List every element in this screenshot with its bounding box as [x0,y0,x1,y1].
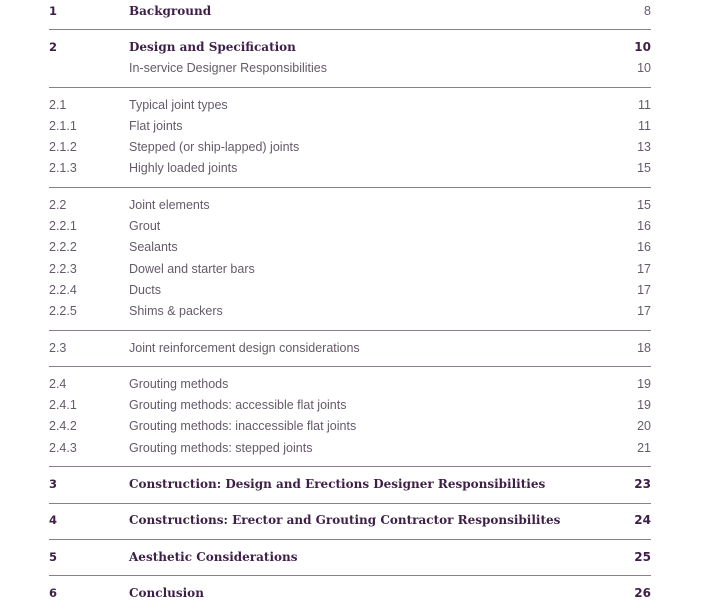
toc-subsection-entry[interactable] [49,215,651,236]
toc-entry-page: 23 [634,476,651,491]
toc-section-group [49,540,651,576]
toc-entry-title: Joint reinforcement design considerations [129,340,360,355]
table-of-contents [49,0,651,612]
toc-entry-number: 2.4.2 [49,419,77,434]
toc-subsection-entry[interactable] [49,237,651,258]
toc-entry-number: 2.1.1 [49,118,77,133]
toc-entry-title: Stepped (or ship-lapped) joints [129,140,300,155]
toc-subsection-entry[interactable] [49,279,651,300]
toc-entry-page: 10 [634,39,651,54]
toc-entry-title: Flat joints [129,118,183,133]
toc-section-group [49,576,651,611]
toc-entry-page: 17 [637,282,651,297]
toc-entry-page: 13 [637,140,651,155]
toc-entry-page: 19 [637,398,651,413]
toc-entry-number: 2.2 [49,197,67,212]
toc-entry-page: 24 [634,513,651,528]
toc-subsection-entry[interactable] [49,136,651,157]
toc-subsection-entry[interactable] [49,437,651,458]
toc-section-group [49,467,651,503]
toc-entry-page: 10 [637,61,651,76]
toc-entry-page: 11 [638,97,651,112]
toc-entry-number: 2.2.1 [49,219,77,234]
toc-subsection-entry[interactable] [49,394,651,415]
toc-subsection-entry[interactable] [49,301,651,322]
toc-section-group [49,367,651,467]
toc-entry-title: Highly loaded joints [129,161,238,176]
toc-entry-title: Constructions: Erector and Grouting Contractor Responsibilites [129,513,561,528]
toc-entry-number: 2.3 [49,340,67,355]
toc-section-group [49,30,651,88]
toc-entry-title: Joint elements [129,197,210,212]
toc-entry-page: 26 [634,585,651,600]
toc-subsection-entry[interactable] [49,58,651,79]
toc-entry-page: 17 [637,261,651,276]
toc-entry-page: 25 [634,549,651,564]
toc-chapter-entry[interactable] [49,473,651,494]
toc-subsection-entry[interactable] [49,158,651,179]
toc-entry-page: 21 [637,440,651,455]
toc-section-group [49,88,651,188]
toc-entry-page: 19 [637,376,651,391]
toc-entry-number: 2.4 [49,376,67,391]
toc-entry-page: 16 [637,240,651,255]
toc-entry-title: Aesthetic Considerations [129,549,298,564]
toc-entry-number: 2.2.4 [49,282,77,297]
toc-entry-title: Shims & packers [129,304,223,319]
toc-chapter-entry[interactable] [49,510,651,531]
toc-entry-title: Grout [129,219,161,234]
toc-entry-title: Dowel and starter bars [129,261,255,276]
toc-entry-number: 4 [49,513,58,528]
toc-subsection-entry[interactable] [49,194,651,215]
toc-entry-page: 18 [637,340,651,355]
toc-entry-number: 2.1 [49,97,67,112]
toc-entry-page: 17 [637,304,651,319]
toc-chapter-entry[interactable] [49,36,651,57]
toc-entry-title: In-service Designer Responsibilities [129,61,327,76]
toc-subsection-entry[interactable] [49,373,651,394]
toc-entry-title: Grouting methods [129,376,229,391]
toc-entry-title: Design and Specification [129,39,296,54]
toc-entry-title: Sealants [129,240,178,255]
toc-section-group [49,0,651,30]
toc-entry-number: 6 [49,585,58,600]
toc-entry-page: 20 [637,419,651,434]
toc-subsection-entry[interactable] [49,416,651,437]
toc-entry-page: 16 [637,219,651,234]
toc-entry-number: 2.4.1 [49,398,77,413]
toc-section-group [49,504,651,540]
toc-entry-number: 2.1.3 [49,161,77,176]
toc-chapter-entry[interactable] [49,546,651,567]
toc-entry-title: Typical joint types [129,97,228,112]
toc-entry-title: Ducts [129,282,161,297]
toc-entry-title: Grouting methods: inaccessible flat joints [129,419,357,434]
toc-subsection-entry[interactable] [49,258,651,279]
toc-subsection-entry[interactable] [49,94,651,115]
toc-chapter-entry[interactable] [49,582,651,603]
toc-entry-page: 15 [637,161,651,176]
toc-entry-title: Conclusion [129,585,204,600]
toc-entry-page: 15 [637,197,651,212]
toc-entry-number: 2.1.2 [49,140,77,155]
toc-chapter-entry[interactable] [49,0,651,21]
toc-entry-number: 2.2.3 [49,261,77,276]
toc-entry-number: 5 [49,549,58,564]
toc-entry-number: 2 [49,39,58,54]
toc-entry-number: 2.4.3 [49,440,77,455]
toc-entry-number: 1 [49,3,58,18]
toc-entry-page: 11 [638,118,651,133]
toc-entry-number: 2.2.2 [49,240,77,255]
toc-subsection-entry[interactable] [49,115,651,136]
toc-subsection-entry[interactable] [49,337,651,358]
toc-entry-title: Grouting methods: stepped joints [129,440,313,455]
toc-entry-title: Construction: Design and Erections Designer Responsibilities [129,476,546,491]
toc-entry-title: Background [129,3,212,18]
toc-section-group [49,331,651,367]
toc-entry-page: 8 [644,3,651,18]
toc-entry-title: Grouting methods: accessible flat joints [129,398,347,413]
toc-entry-number: 2.2.5 [49,304,77,319]
toc-entry-number: 3 [49,476,58,491]
toc-section-group [49,188,651,331]
